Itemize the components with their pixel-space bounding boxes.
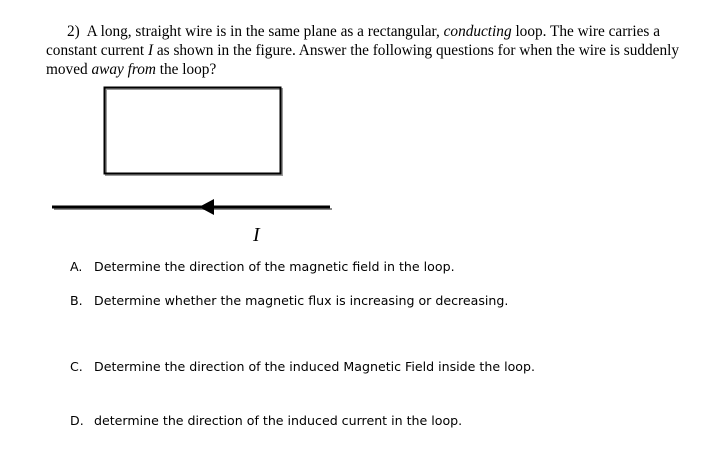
current-label: I [253, 224, 260, 246]
question-text: Determine the direction of the induced Magnetic Field inside the loop. [94, 359, 535, 374]
problem-statement [46, 22, 686, 79]
question-text: Determine whether the magnetic flux is increasing or decreasing. [94, 293, 509, 308]
question-b [70, 293, 508, 309]
question-letter: D. [70, 413, 84, 428]
question-d [70, 413, 462, 429]
question-text: Determine the direction of the magnetic field in the loop. [94, 259, 455, 274]
problem-text-end: the loop? [159, 61, 217, 78]
question-a [70, 259, 455, 275]
problem-intro: A long, straight wire is in the same plane as a rectangular, [86, 23, 440, 40]
problem-paragraph [46, 22, 686, 79]
loop-shadow [106, 89, 282, 175]
emphasis-current-symbol: I [147, 42, 154, 59]
problem-text-part-2: loop. The wire carries a constant current [46, 23, 660, 59]
problem-number: 2) [67, 23, 80, 40]
problem-text-part-3: as shown in the figure. Answer the following questions for when the wire is suddenly moved [46, 42, 680, 78]
question-text: determine the direction of the induced current in the loop. [94, 413, 463, 428]
rectangular-loop-icon [105, 88, 281, 174]
question-c [70, 359, 535, 375]
question-letter: B. [70, 293, 83, 308]
emphasis-conducting: conducting [443, 23, 512, 40]
emphasis-away-from: away from [91, 61, 156, 78]
current-arrow-icon [199, 199, 214, 215]
question-letter: A. [70, 259, 83, 274]
question-letter: C. [70, 359, 83, 374]
